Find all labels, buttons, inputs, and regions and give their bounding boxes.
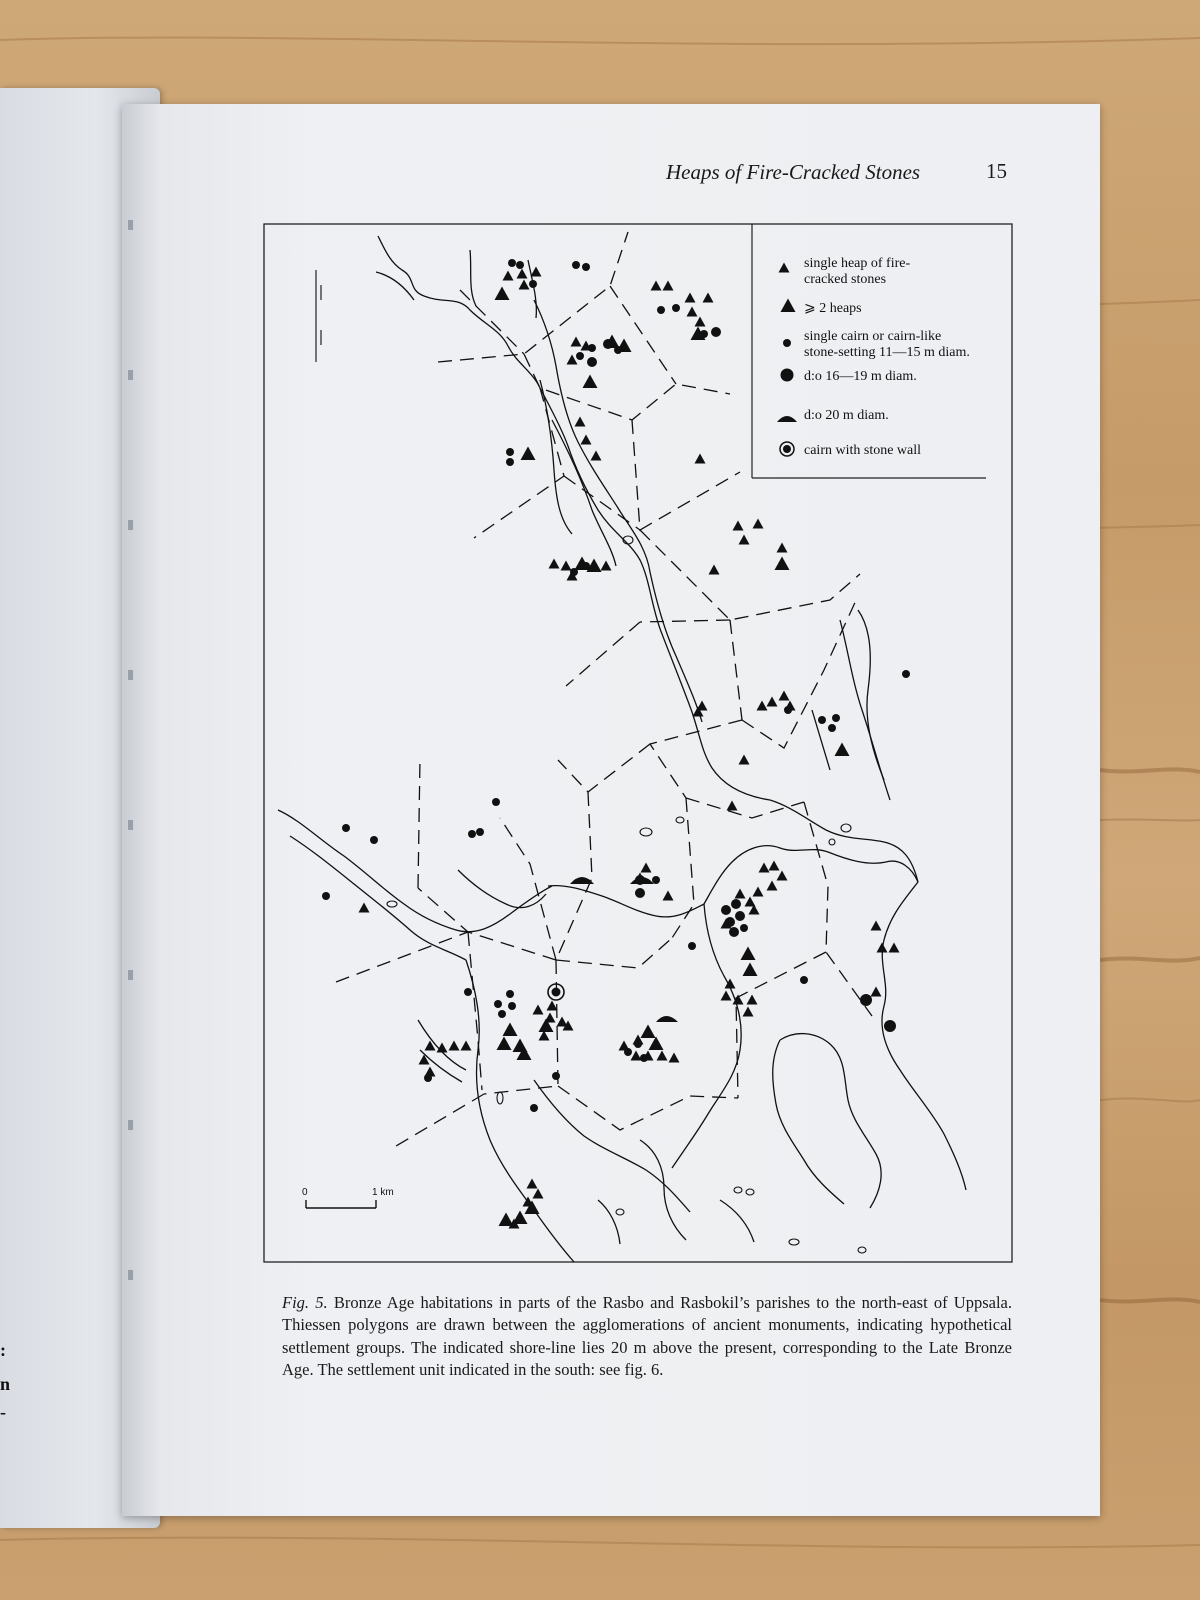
legend-single-cairn-icon [783,339,791,347]
figure-caption [282,1292,1012,1382]
shoreline-20m [278,236,966,1262]
legend-cairn-wall-label: cairn with stone wall [804,443,922,458]
left-page-edge-glyph: - [0,1402,6,1422]
legend-multi-heap-label: ⩾ 2 heaps [804,301,862,316]
scale-bar-start-label: 0 [302,1187,308,1198]
map-legend [752,224,986,478]
legend-cairn-20-icon [777,416,797,422]
north-marker [316,270,321,362]
left-page-edge-glyph: : [0,1340,6,1360]
scale-bar [302,1187,394,1208]
legend-single-cairn-label: single cairn or cairn-like [804,329,942,344]
legend-single-heap-label: single heap of fire- [804,256,911,271]
legend-single-heap-label: cracked stones [804,272,887,287]
legend-single-cairn-label: stone-setting 11—15 m diam. [804,345,970,360]
page-number: 15 [986,159,1007,183]
legend-cairn-16-19-icon [781,369,794,382]
figure-label: Fig. 5. [282,1293,328,1312]
thiessen-polygons [336,232,872,1146]
figure-caption-text: Bronze Age habitations in parts of the Rasbo and Rasbokil’s parishes to the north-east of Uppsala. Thiessen polygons are drawn between the agglomerations of ancient monuments, indicating hypothetical settlement groups. The indicated shore-line lies 20 m above the present, corresponding to the Late Bronze Age. The settlement unit indicated in the south: see fig. 6. [282,1293,1012,1380]
legend-single-heap-icon [779,263,790,273]
legend-multi-heap-icon [781,299,796,313]
legend-cairn-20-label: d:o 20 m diam. [804,408,889,423]
scale-bar-end-label: 1 km [372,1187,394,1198]
running-head: Heaps of Fire-Cracked Stones [666,160,921,184]
left-page-edge-glyph: n [0,1374,11,1394]
legend-cairn-16-19-label: d:o 16—19 m diam. [804,369,917,384]
